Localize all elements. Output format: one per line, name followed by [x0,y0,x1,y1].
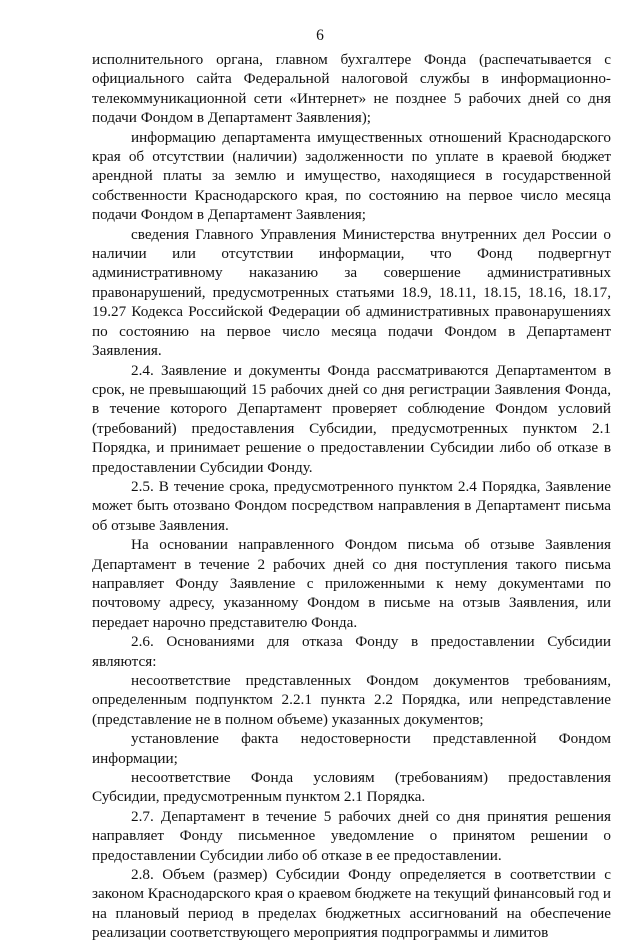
paragraph-refusal-ground-documents: несоответствие представленных Фондом документов требованиям, определенным подпунктом 2.2.1 пункта 2.2 Порядка, или непредставление (представление не в полном объеме) указанных документов; [92,672,611,728]
page-number: 6 [316,27,324,44]
paragraph-2-8: 2.8. Объем (размер) Субсидии Фонду определяется в соответствии с законом Краснодарского края о краевом бюджете на текущий финансовый год и на плановый период в пределах бюджетных ассигнований на обеспечение реализации соответствующего мероприятия подпрограммы и лимитов [92,866,611,942]
paragraph-withdrawal: На основании направленного Фондом письма об отзыве Заявления Департамент в течение 2 рабочих дней со дня поступления такого письма направляет Фонду Заявление с приложенными к нему документами по почтовому адресу, указанному Фондом в письме на отзыв Заявления, или передает нарочно представителю Фонда. [92,536,611,631]
paragraph-continuation-chief-accountant: исполнительного органа, главном бухгалтере Фонда (распечатывается с официального сайта Федеральной налоговой службы в информационно-телекоммуникационной сети «Интернет» не позднее 5 рабочих дней со дня подачи Фондом в Департамент Заявления); [92,51,611,127]
paragraph-2-5: 2.5. В течение срока, предусмотренного пунктом 2.4 Порядка, Заявление может быть отозвано Фондом посредством направления в Департамент письма об отзыве Заявления. [92,477,611,534]
paragraph-2-6: 2.6. Основаниями для отказа Фонду в предоставлении Субсидии являются: [92,633,611,670]
paragraph-2-7: 2.7. Департамент в течение 5 рабочих дней со дня принятия решения направляет Фонду письменное уведомление о принятом решении о предоставлении Субсидии либо об отказе в ее предоставлении. [92,807,611,864]
paragraph-refusal-ground-unreliable-info: установление факта недостоверности представленной Фондом информации; [92,730,611,767]
document-body [92,50,611,943]
paragraph-mvd-info: сведения Главного Управления Министерства внутренних дел России о наличии или отсутствии информации, что Фонд подвергнут административному наказанию за совершение административных правонарушений, предусмотренных статьями 18.9, 18.11, 18.15, 18.16, 18.17, 19.27 Кодекса Российской Федерации об административных правонарушениях по состоянию на первое число месяца подачи Фондом в Департамент Заявления. [92,225,611,360]
paragraph-refusal-ground-conditions: несоответствие Фонда условиям (требованиям) предоставления Субсидии, предусмотренным пунктом 2.1 Порядка. [92,769,611,806]
paragraph-property-department-info: информацию департамента имущественных отношений Краснодарского края об отсутствии (наличии) задолженности по уплате в краевой бюджет арендной платы за землю и имущество, находящиеся в государственной собственности Краснодарского края, по состоянию на первое число месяца подачи Фондом в Департамент Заявления; [92,128,611,224]
paragraph-2-4: 2.4. Заявление и документы Фонда рассматриваются Департаментом в срок, не превышающий 15 рабочих дней со дня регистрации Заявления Фонда, в течение которого Департамент проверяет соблюдение Фондом условий (требований) предоставления Субсидии, предусмотренных пунктом 2.1 Порядка, и принимает решение о предоставлении Субсидии либо об отказе в предоставлении Субсидии Фонду. [92,361,611,476]
